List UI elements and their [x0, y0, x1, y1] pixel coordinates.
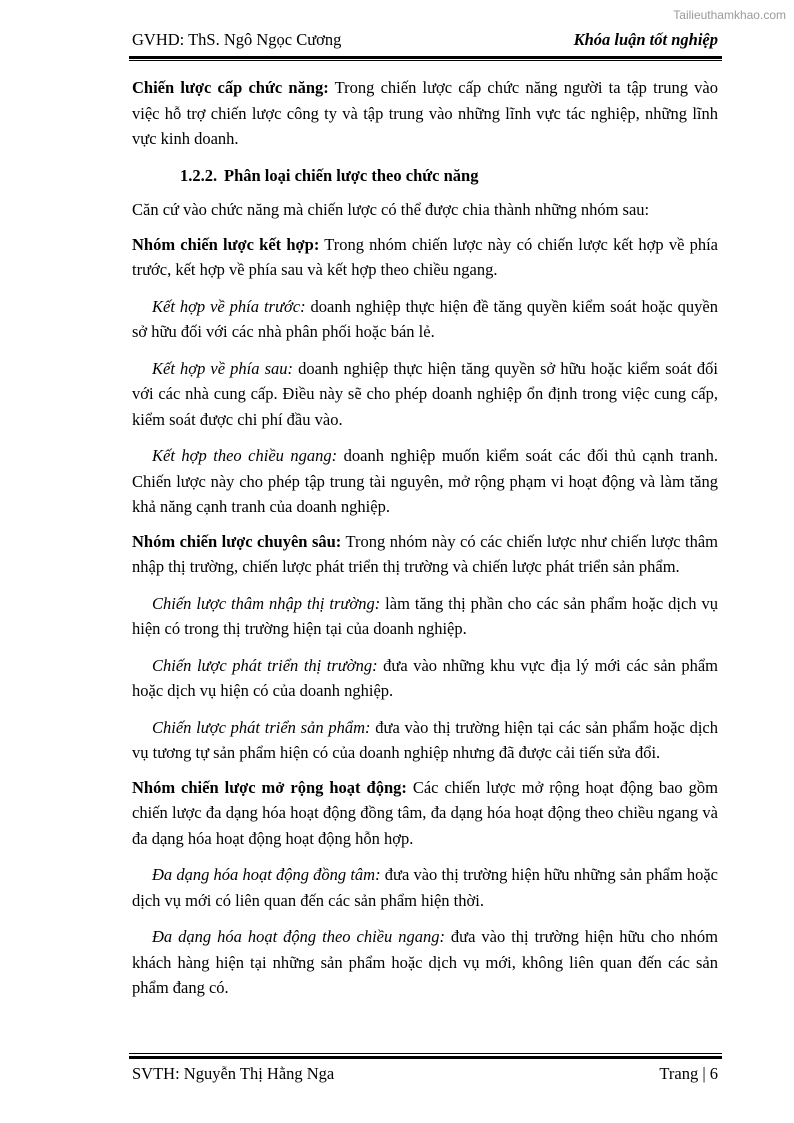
paragraph-market-penetration [132, 591, 718, 642]
header-thesis-title: Khóa luận tốt nghiệp [573, 30, 718, 49]
paragraph-intensive-group [132, 529, 718, 580]
paragraph-intro: Căn cứ vào chức năng mà chiến lược có thể được chia thành những nhóm sau: [132, 200, 650, 219]
paragraph-text: Trong nhóm này có các chiến lược như chiến lược thâm nhập thị trường, chiến lược phát triển thị trường và chiến lược phát triển sản phẩm. [132, 531, 718, 576]
footer-rule-thin [129, 1053, 722, 1054]
document-body [132, 75, 718, 1001]
paragraph-text: Trong chiến lược cấp chức năng người ta tập trung vào việc hỗ trợ chiến lược công ty và tập trung vào những lĩnh vực tác nghiệp, những lĩnh vực kinh doanh. [132, 78, 718, 148]
term-concentric-diversification: Đa dạng hóa hoạt động đồng tâm: [152, 865, 381, 884]
paragraph-text: doanh nghiệp thực hiện đề tăng quyền kiểm soát hoặc quyền sở hữu đối với các nhà phân phối hoặc bán lẻ. [132, 296, 718, 341]
paragraph-text: Trong nhóm chiến lược này có chiến lược kết hợp về phía trước, kết hợp về phía sau và kết hợp theo chiều ngang. [132, 234, 718, 279]
term-product-development: Chiến lược phát triển sản phẩm: [152, 717, 371, 737]
section-heading [132, 163, 718, 189]
watermark-text: Tailieuthamkhao.com [673, 8, 786, 22]
header-rule-thin [129, 60, 722, 61]
paragraph-integration-group [132, 232, 718, 283]
paragraph-concentric-diversification [132, 862, 718, 913]
term-horizontal-diversification: Đa dạng hóa hoạt động theo chiều ngang: [152, 927, 445, 946]
header-advisor: GVHD: ThS. Ngô Ngọc Cương [132, 30, 342, 49]
paragraph-text: đưa vào thị trường hiện hữu những sản phẩm hoặc dịch vụ mới có liên quan đến các sản phẩm hiện thời. [132, 865, 718, 910]
paragraph-horizontal-diversification [132, 924, 718, 1001]
paragraph-expansion-group [132, 775, 718, 852]
term-functional-strategy: Chiến lược cấp chức năng: [132, 78, 329, 97]
page-header [132, 30, 718, 50]
paragraph-functional-strategy [132, 75, 718, 152]
term-intensive-group: Nhóm chiến lược chuyên sâu: [132, 531, 342, 551]
paragraph-backward-integration [132, 356, 718, 433]
paragraph-market-development [132, 653, 718, 704]
page-footer [132, 1064, 718, 1084]
header-rule-thick [129, 56, 722, 59]
footer-student: SVTH: Nguyễn Thị Hằng Nga [132, 1064, 335, 1083]
term-market-development: Chiến lược phát triển thị trường: [152, 655, 378, 675]
section-number: 1.2.2. [180, 165, 218, 185]
paragraph-text: đưa vào thị trường hiện tại các sản phẩm hoặc dịch vụ tương tự sản phẩm hiện có của doanh nghiệp nhưng đã được cải tiến sửa đổi. [132, 717, 718, 762]
paragraph-horizontal-integration [132, 443, 718, 520]
paragraph-text: làm tăng thị phần cho các sản phẩm hoặc dịch vụ hiện có trong thị trường hiện tại của doanh nghiệp. [132, 593, 718, 638]
paragraph-text: đưa vào những khu vực địa lý mới các sản phẩm hoặc dịch vụ hiện có của doanh nghiệp. [132, 655, 718, 700]
term-forward-integration: Kết hợp về phía trước: [152, 296, 306, 316]
term-market-penetration: Chiến lược thâm nhập thị trường: [152, 593, 381, 613]
paragraph-product-development [132, 715, 718, 766]
footer-page-number: Trang | 6 [659, 1064, 718, 1083]
term-backward-integration: Kết hợp về phía sau: [152, 358, 293, 378]
paragraph-forward-integration [132, 294, 718, 345]
term-horizontal-integration: Kết hợp theo chiều ngang: [152, 446, 338, 465]
paragraph-text: doanh nghiệp muốn kiểm soát các đối thủ cạnh tranh. Chiến lược này cho phép tập trung tài nguyên, mở rộng phạm vi hoạt động và làm tăng khả năng cạnh tranh của doanh nghiệp. [132, 446, 718, 516]
footer-rule-thick [129, 1056, 722, 1059]
paragraph-text: đưa vào thị trường hiện hữu cho nhóm khách hàng hiện tại những sản phẩm hoặc dịch vụ mới, không liên quan đến các sản phẩm đang có. [132, 927, 719, 997]
paragraph-text: doanh nghiệp thực hiện tăng quyền sở hữu hoặc kiểm soát đối với các nhà cung cấp. Điều này sẽ cho phép doanh nghiệp ổn định trong việc cung cấp, kiểm soát được chi phí đầu vào. [132, 358, 718, 429]
term-integration-group: Nhóm chiến lược kết hợp: [132, 234, 320, 254]
term-expansion-group: Nhóm chiến lược mở rộng hoạt động: [132, 777, 407, 797]
paragraph-text: Các chiến lược mở rộng hoạt động bao gồm chiến lược đa dạng hóa hoạt động đồng tâm, đa dạng hóa hoạt động theo chiều ngang và đa dạng hóa hoạt động hoạt động hỗn hợp. [132, 777, 718, 848]
section-title: Phân loại chiến lược theo chức năng [224, 165, 479, 185]
